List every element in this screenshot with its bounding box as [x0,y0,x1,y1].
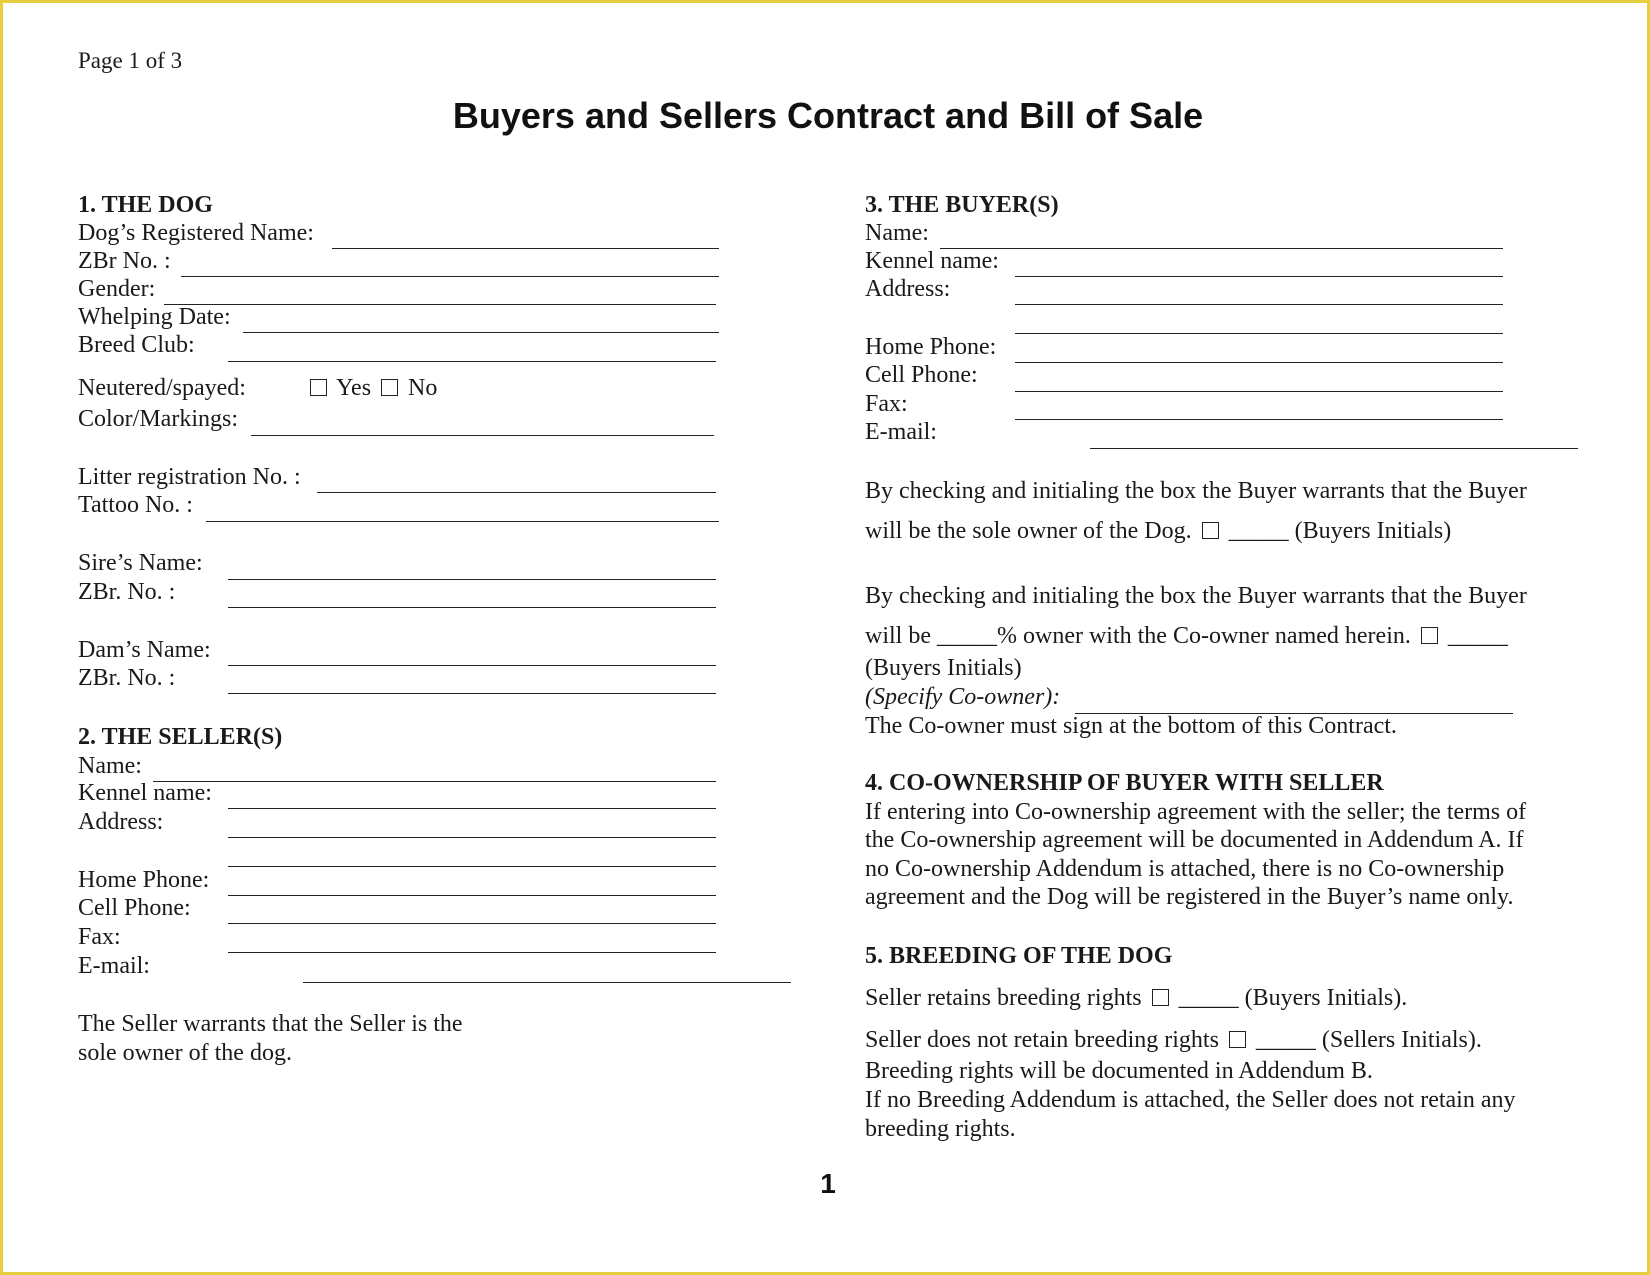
neutered-options [306,375,437,402]
buyer-email-label: E-mail: [865,419,937,445]
section-buyer-heading: 3. THE BUYER(S) [865,192,1059,218]
section-breeding-heading: 5. BREEDING OF THE DOG [865,943,1173,969]
seller-address-field-1[interactable] [228,837,716,838]
dog-registered-name-label: Dog’s Registered Name: [78,220,314,246]
breeding-retains-text: Seller retains breeding rights [865,985,1142,1011]
breeding-retains-line [865,985,1407,1012]
seller-email-label: E-mail: [78,953,150,979]
seller-kennel-field[interactable] [228,808,716,809]
buyer-cell-phone-label: Cell Phone: [865,362,978,388]
breeding-retains-checkbox[interactable] [1152,989,1169,1006]
section-coownership-heading: 4. CO-OWNERSHIP OF BUYER WITH SELLER [865,770,1384,796]
dog-sire-label: Sire’s Name: [78,550,203,576]
specify-coowner-label: (Specify Co-owner): [865,684,1061,710]
buyer-email-field[interactable] [1090,448,1578,449]
buyer-home-phone-label: Home Phone: [865,334,997,360]
dog-color-label: Color/Markings: [78,406,238,432]
buyer-home-phone-field[interactable] [1015,362,1503,363]
coownership-line-1: If entering into Co-ownership agreement with the seller; the terms of [865,799,1527,825]
seller-email-field[interactable] [303,982,791,983]
buyer-kennel-label: Kennel name: [865,248,999,274]
dog-dam-zbr-label: ZBr. No. : [78,665,176,691]
breeding-not-retain-initials[interactable]: _____ (Sellers Initials). [1255,1027,1482,1053]
seller-fax-label: Fax: [78,924,121,950]
buyer-sole-line-1: By checking and initialing the box the Buyer warrants that the Buyer [865,478,1527,504]
buyer-kennel-field[interactable] [1015,276,1503,277]
dog-gender-label: Gender: [78,276,156,302]
buyer-sole-initials[interactable]: _____ (Buyers Initials) [1228,518,1452,544]
buyer-cell-phone-field[interactable] [1015,391,1503,392]
buyer-co-initials[interactable]: _____ [1447,623,1508,649]
breeding-line-2: If no Breeding Addendum is attached, the Seller does not retain any [865,1087,1516,1113]
breeding-retains-initials[interactable]: _____ (Buyers Initials). [1178,985,1408,1011]
buyer-co-text: will be _____% owner with the Co-owner named herein. [865,623,1411,649]
coowner-sign-note: The Co-owner must sign at the bottom of this Contract. [865,713,1397,739]
seller-warrant-line-2: sole owner of the dog. [78,1040,292,1066]
buyer-fax-field[interactable] [1015,419,1503,420]
dog-zbr-label: ZBr No. : [78,248,171,274]
buyer-co-checkbox[interactable] [1421,627,1438,644]
breeding-not-retain-checkbox[interactable] [1229,1031,1246,1048]
dog-tattoo-label: Tattoo No. : [78,492,193,518]
buyer-name-label: Name: [865,220,929,246]
seller-address-label: Address: [78,809,164,835]
dog-dam-zbr-field[interactable] [228,693,716,694]
breeding-line-1: Breeding rights will be documented in Addendum B. [865,1058,1373,1084]
dog-litter-label: Litter registration No. : [78,464,301,490]
seller-kennel-label: Kennel name: [78,780,212,806]
dog-whelping-label: Whelping Date: [78,304,231,330]
buyer-sole-text: will be the sole owner of the Dog. [865,518,1192,544]
neutered-yes-label: Yes [336,375,372,401]
dog-registered-name-field[interactable] [332,248,719,249]
buyer-address-field-2[interactable] [1015,333,1503,334]
coownership-line-4: agreement and the Dog will be registered in the Buyer’s name only. [865,884,1514,910]
buyer-co-line-2 [865,623,1508,650]
buyer-address-field-1[interactable] [1015,304,1503,305]
neutered-yes-checkbox[interactable] [310,379,327,396]
seller-name-label: Name: [78,753,142,779]
buyer-co-line-3: (Buyers Initials) [865,655,1022,681]
coownership-line-3: no Co-ownership Addendum is attached, there is no Co-ownership [865,856,1505,882]
seller-fax-field[interactable] [228,952,716,953]
seller-name-field[interactable] [153,781,716,782]
dog-neutered-label: Neutered/spayed: [78,375,246,401]
dog-breed-club-field[interactable] [228,361,716,362]
section-seller-heading: 2. THE SELLER(S) [78,724,283,750]
neutered-no-checkbox[interactable] [381,379,398,396]
buyer-name-field[interactable] [940,248,1503,249]
dog-sire-zbr-field[interactable] [228,607,716,608]
seller-cell-phone-label: Cell Phone: [78,895,191,921]
breeding-line-3: breeding rights. [865,1116,1016,1142]
seller-cell-phone-field[interactable] [228,923,716,924]
buyer-fax-label: Fax: [865,391,908,417]
document-title: Buyers and Sellers Contract and Bill of Sale [452,95,1204,136]
dog-zbr-field[interactable] [181,276,719,277]
seller-warrant-line-1: The Seller warrants that the Seller is the [78,1011,463,1037]
buyer-sole-checkbox[interactable] [1202,522,1219,539]
dog-dam-field[interactable] [228,665,716,666]
dog-sire-zbr-label: ZBr. No. : [78,579,176,605]
buyer-address-label: Address: [865,276,951,302]
neutered-no-label: No [408,375,438,401]
coownership-line-2: the Co-ownership agreement will be documented in Addendum A. If [865,827,1524,853]
buyer-co-line-1: By checking and initialing the box the Buyer warrants that the Buyer [865,583,1527,609]
dog-tattoo-field[interactable] [206,521,719,522]
dog-whelping-field[interactable] [243,332,719,333]
dog-sire-field[interactable] [228,579,716,580]
section-dog-heading: 1. THE DOG [78,192,213,218]
dog-gender-field[interactable] [164,304,716,305]
dog-dam-label: Dam’s Name: [78,637,211,663]
dog-breed-club-label: Breed Club: [78,332,195,358]
breeding-not-retain-line [865,1027,1482,1054]
page-info: Page 1 of 3 [78,48,183,73]
page-number: 1 [820,1168,836,1199]
breeding-not-retain-text: Seller does not retain breeding rights [865,1027,1219,1053]
dog-litter-field[interactable] [317,492,716,493]
seller-address-field-2[interactable] [228,866,716,867]
seller-home-phone-field[interactable] [228,895,716,896]
seller-home-phone-label: Home Phone: [78,867,210,893]
dog-color-field[interactable] [251,435,714,436]
buyer-sole-line-2 [865,518,1451,545]
